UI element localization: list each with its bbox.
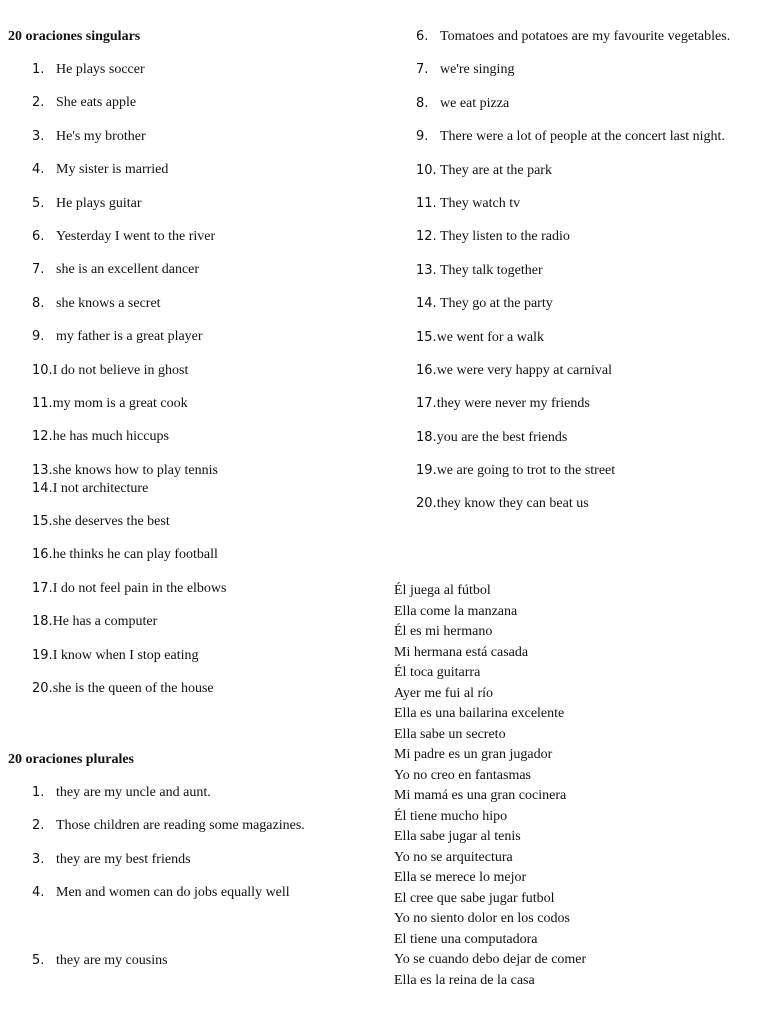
list-item — [8, 851, 378, 869]
list-item — [416, 262, 768, 280]
item-text: Yesterday I went to the river — [56, 228, 216, 244]
list-item — [8, 195, 378, 213]
translation-line: Él tiene mucho hipo — [394, 808, 508, 824]
list-item — [8, 817, 378, 835]
list-item — [8, 480, 378, 498]
item-number: 16. — [416, 362, 437, 378]
item-text: he thinks he can play football — [52, 547, 218, 563]
list-item — [416, 95, 768, 113]
item-text: she knows a secret — [56, 295, 161, 311]
list-item — [8, 952, 378, 970]
list-item — [416, 28, 768, 46]
item-text: they know they can beat us — [436, 496, 589, 512]
item-text: they are my uncle and aunt. — [56, 785, 211, 801]
item-text: she is the queen of the house — [52, 681, 214, 697]
item-number: 20. — [416, 496, 437, 512]
item-text: There were a lot of people at the concert last night. — [440, 129, 725, 145]
list-item — [8, 161, 378, 179]
item-number: 15. — [416, 329, 437, 345]
translation-line: El tiene una computadora — [394, 931, 538, 947]
item-number: 13. — [32, 462, 53, 478]
list-item — [416, 495, 768, 513]
item-text: They watch tv — [440, 195, 521, 211]
list-item — [416, 228, 768, 246]
list-item — [416, 462, 768, 480]
item-text: She eats apple — [56, 95, 137, 111]
item-number: 19. — [416, 463, 437, 479]
list-item — [8, 362, 378, 380]
singular-sentence-list — [8, 61, 378, 698]
item-number: 10. — [32, 362, 53, 378]
list-item — [8, 61, 378, 79]
item-number: 17. — [32, 580, 53, 596]
item-number: 14. — [416, 296, 437, 312]
translation-line: Ayer me fui al río — [394, 685, 494, 701]
item-text: we were very happy at carnival — [436, 362, 612, 378]
translation-line: Yo no siento dolor en los codos — [394, 911, 570, 926]
item-number: 4. — [32, 885, 45, 901]
list-item — [8, 228, 378, 246]
translation-line: Mi mamá es una gran cocinera — [394, 788, 567, 803]
item-text: she is an excellent dancer — [56, 262, 200, 278]
item-number: 6. — [32, 228, 45, 244]
list-item — [416, 429, 768, 447]
translation-line: Yo no se arquitectura — [394, 849, 513, 865]
translation-line: Ella sabe jugar al tenis — [394, 829, 521, 844]
item-number: 8. — [416, 95, 429, 111]
item-number: 18. — [32, 614, 53, 630]
translation-line: Ella es la reina de la casa — [394, 972, 535, 988]
item-number: 7. — [32, 262, 45, 278]
item-text: I not architecture — [52, 480, 149, 496]
translation-line: Él toca guitarra — [394, 665, 481, 680]
item-text: They go at the party — [440, 296, 553, 312]
item-number: 1. — [32, 785, 45, 801]
item-text: we are going to trot to the street — [436, 463, 616, 479]
translation-line: Ella come la manzana — [394, 603, 518, 619]
list-item — [8, 884, 378, 902]
list-item — [8, 295, 378, 313]
item-text: my mom is a great cook — [52, 395, 188, 411]
item-text: my father is a great player — [56, 329, 203, 345]
item-number: 12. — [416, 229, 437, 245]
item-text: Tomatoes and potatoes are my favourite vegetables. — [440, 29, 731, 44]
item-number: 19. — [32, 647, 53, 663]
item-text: you are the best friends — [436, 429, 568, 445]
list-item — [416, 61, 768, 79]
item-text: I know when I stop eating — [52, 647, 199, 663]
item-text: My sister is married — [56, 162, 169, 178]
translation-line: El cree que sabe jugar futbol — [394, 890, 555, 906]
item-number: 9. — [32, 329, 45, 345]
list-item — [416, 395, 768, 413]
plural-sentence-list — [8, 784, 378, 970]
list-item — [416, 162, 768, 180]
translation-line: Él es mi hermano — [394, 624, 493, 639]
item-text: she deserves the best — [52, 514, 170, 530]
plural-sentence-list-continued — [416, 28, 768, 513]
translation-line: Yo no creo en fantasmas — [394, 767, 531, 783]
list-item — [8, 680, 378, 698]
item-text: they are my best friends — [56, 851, 191, 867]
item-text: she knows how to play tennis — [52, 462, 218, 478]
item-number: 18. — [416, 429, 437, 445]
item-number: 16. — [32, 547, 53, 563]
list-item — [8, 395, 378, 413]
list-item — [8, 784, 378, 802]
item-text: He plays soccer — [56, 62, 145, 77]
item-number: 3. — [32, 128, 45, 144]
right-column — [416, 28, 768, 529]
item-number: 4. — [32, 162, 45, 178]
list-item — [8, 428, 378, 446]
translation-line: Ella sabe un secreto — [394, 726, 506, 742]
item-text: They listen to the radio — [440, 229, 570, 245]
item-number: 2. — [32, 818, 45, 834]
item-number: 1. — [32, 62, 45, 77]
item-text: I do not believe in ghost — [52, 362, 189, 378]
translation-line: Ella es una bailarina excelente — [394, 706, 565, 721]
list-item — [8, 513, 378, 531]
item-text: They are at the park — [440, 162, 552, 178]
list-item — [416, 128, 768, 146]
item-number: 15. — [32, 514, 53, 530]
item-number: 2. — [32, 95, 45, 111]
item-text: they are my cousins — [56, 953, 168, 969]
item-text: we eat pizza — [440, 95, 510, 111]
list-item — [416, 329, 768, 347]
item-number: 5. — [32, 195, 45, 211]
item-number: 14. — [32, 480, 53, 496]
item-number: 20. — [32, 681, 53, 697]
plural-heading: 20 oraciones plurales — [8, 752, 134, 768]
translation-line: Mi padre es un gran jugador — [394, 747, 553, 762]
list-item — [8, 613, 378, 631]
list-item — [8, 580, 378, 598]
list-item — [8, 328, 378, 346]
spanish-translations — [394, 581, 764, 991]
translation-line: Mi hermana está casada — [394, 644, 529, 660]
item-text: we're singing — [440, 62, 515, 78]
item-number: 17. — [416, 396, 437, 412]
translation-line: Ella se merece lo mejor — [394, 870, 527, 885]
item-text: He plays guitar — [56, 195, 142, 211]
item-number: 11. — [32, 395, 53, 411]
item-text: he has much hiccups — [52, 429, 169, 445]
item-text: I do not feel pain in the elbows — [52, 580, 227, 596]
item-number: 3. — [32, 851, 45, 867]
list-item — [8, 546, 378, 564]
item-number: 8. — [32, 295, 45, 311]
item-number: 9. — [416, 129, 429, 145]
translation-line: Yo se cuando debo dejar de comer — [394, 952, 587, 967]
item-text: we went for a walk — [436, 329, 544, 345]
item-number: 7. — [416, 62, 429, 78]
singular-heading: 20 oraciones singulars — [8, 29, 141, 44]
item-number: 5. — [32, 953, 45, 969]
translation-line: Él juega al fútbol — [394, 583, 491, 598]
left-column — [8, 28, 378, 986]
list-item — [8, 647, 378, 665]
list-item — [8, 261, 378, 279]
item-number: 10. — [416, 162, 437, 178]
item-number: 12. — [32, 429, 53, 445]
item-text: Men and women can do jobs equally well — [56, 885, 290, 901]
list-item — [416, 295, 768, 313]
list-item — [8, 128, 378, 146]
list-item — [416, 362, 768, 380]
item-text: They talk together — [440, 262, 543, 278]
item-number: 13. — [416, 262, 437, 278]
item-text: He has a computer — [52, 614, 158, 630]
list-item — [8, 94, 378, 112]
item-text: He's my brother — [56, 128, 146, 144]
item-text: they were never my friends — [436, 396, 590, 412]
list-item — [416, 195, 768, 213]
item-number: 6. — [416, 29, 429, 44]
item-number: 11. — [416, 195, 437, 211]
item-text: Those children are reading some magazines. — [56, 818, 305, 834]
list-item — [8, 462, 378, 480]
